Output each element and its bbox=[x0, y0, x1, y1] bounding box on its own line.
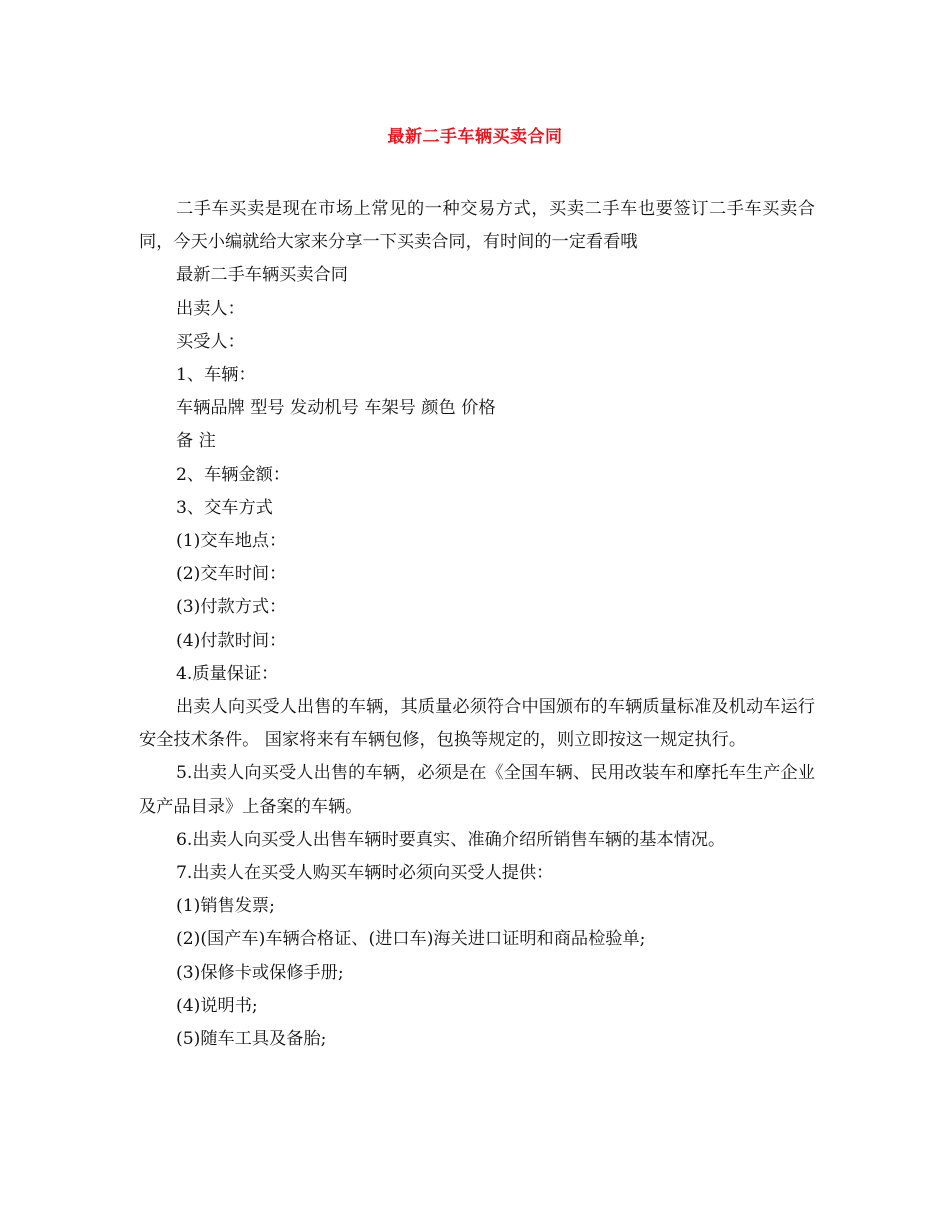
provided-item: (5)随车工具及备胎; bbox=[176, 1029, 327, 1050]
delivery-time: (2)交车时间： bbox=[176, 564, 287, 585]
payment-method: (3)付款方式： bbox=[176, 597, 287, 618]
intro-paragraph: 二手车买卖是现在市场上常见的一种交易方式，买卖二手车也要签订二手车买卖合同，今天小编就给大家来分享一下买卖合同，有时间的一定看看哦 bbox=[139, 199, 815, 253]
provided-item: (4)说明书; bbox=[176, 995, 258, 1016]
provided-item: (2)(国产车)车辆合格证、(进口车)海关进口证明和商品检验单; bbox=[176, 929, 646, 950]
clause-6: 6.出卖人向买受人出售车辆时要真实、准确介绍所销售车辆的基本情况。 bbox=[176, 829, 726, 850]
vehicle-fields-line: 车辆品牌 型号 发动机号 车架号 颜色 价格 bbox=[176, 398, 496, 419]
quality-paragraph: 出卖人向买受人出售的车辆，其质量必须符合中国颁布的车辆质量标准及机动车运行安全技术条件。 国家将来有车辆包修，包换等规定的，则立即按这一规定执行。 bbox=[139, 697, 815, 751]
section-vehicle: 1、车辆： bbox=[176, 365, 256, 386]
seller-line: 出卖人： bbox=[176, 298, 245, 319]
buyer-line: 买受人： bbox=[176, 331, 245, 352]
document-title: 最新二手车辆买卖合同 bbox=[387, 127, 563, 147]
clause-7: 7.出卖人在买受人购买车辆时必须向买受人提供： bbox=[176, 863, 554, 884]
section-quality: 4.质量保证： bbox=[176, 663, 279, 684]
delivery-place: (1)交车地点： bbox=[176, 531, 287, 552]
provided-item: (1)销售发票; bbox=[176, 896, 275, 917]
provided-item: (3)保修卡或保修手册; bbox=[176, 962, 344, 983]
clause-5: 5.出卖人向买受人出售的车辆，必须是在《全国车辆、民用改装车和摩托车生产企业及产品目录》上备案的车辆。 bbox=[139, 763, 815, 817]
contract-heading: 最新二手车辆买卖合同 bbox=[176, 265, 348, 286]
section-amount: 2、车辆金额： bbox=[176, 464, 291, 485]
remarks-line: 备 注 bbox=[176, 431, 216, 452]
document-body bbox=[139, 193, 815, 1056]
section-delivery: 3、交车方式 bbox=[176, 497, 273, 518]
payment-time: (4)付款时间： bbox=[176, 630, 287, 651]
